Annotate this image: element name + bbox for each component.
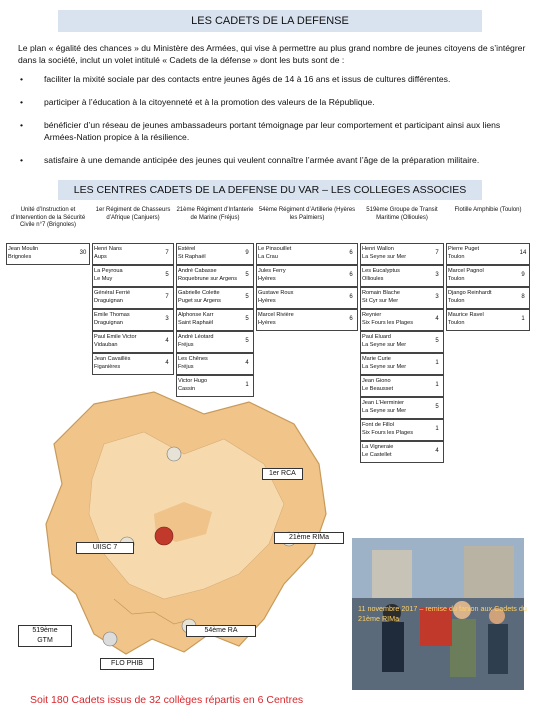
section-title: LES CENTRES CADETS DE LA DEFENSE DU VAR – LES COLLEGES ASSOCIES <box>58 180 482 200</box>
centre-header: 21ème Régiment d’Infanterie de Marine (Fréjus) <box>176 207 254 221</box>
college-name: Général Ferrié <box>94 290 131 296</box>
college-name: Django Reinhardt <box>448 290 492 296</box>
college-town: Ollioules <box>362 276 384 282</box>
college-town: Hyères <box>258 298 276 304</box>
college-town: La Crau <box>258 254 278 260</box>
cadet-count: 5 <box>245 338 249 344</box>
college-town: Hyères <box>258 276 276 282</box>
college-town: Roquebrune sur Argens <box>178 276 238 282</box>
map-label-rca: 1er RCA <box>262 468 303 480</box>
college-town: Brignoles <box>8 254 32 260</box>
college-name: La Vigneraie <box>362 444 394 450</box>
cadet-count: 4 <box>165 360 169 366</box>
cadet-count: 6 <box>349 294 353 300</box>
college-name: Maurice Ravel <box>448 312 484 318</box>
map-label-gtm: 519ème GTM <box>18 625 72 647</box>
photo-caption: 11 novembre 2017 – remise du fanion aux Cadets du 21ème RIMa <box>358 604 527 623</box>
college-town: Toulon <box>448 276 465 282</box>
college-name: Paul Emile Victor <box>94 334 137 340</box>
cadet-count: 8 <box>521 294 525 300</box>
page-title: LES CADETS DE LA DEFENSE <box>58 10 482 32</box>
cadet-count: 9 <box>245 250 249 256</box>
cadet-count: 5 <box>165 272 169 278</box>
cadet-count: 7 <box>165 294 169 300</box>
cadet-count: 5 <box>245 316 249 322</box>
college-town: Puget sur Argens <box>178 298 221 304</box>
centre-header: 519ème Groupe de Transit Maritime (Ollioules) <box>366 207 438 221</box>
college-town: Toulon <box>448 298 465 304</box>
college-name: André Léotard <box>178 334 214 340</box>
intro-paragraph: Le plan « égalité des chances » du Ministère des Armées, qui vise à permettre au plus grand nombre de jeunes citoyens de s’intégrer dans la société, inclut un volet intitulé « Cadets de la défense » dont les buts sont de : <box>18 43 526 65</box>
college-town: Fréjus <box>178 364 194 370</box>
college-name: Gabrielle Colette <box>178 290 220 296</box>
centre-header: 1er Régiment de Chasseurs d’Afrique (Canjuers) <box>95 207 171 221</box>
college-town: La Seyne sur Mer <box>362 408 407 414</box>
bullet-icon: • <box>20 120 24 130</box>
college-name: Marie Curie <box>362 356 391 362</box>
map-label-uiisc: UIISC 7 <box>76 542 134 554</box>
college-town: La Seyne sur Mer <box>362 254 407 260</box>
college-name: Les Chênes <box>178 356 208 362</box>
cadet-count: 4 <box>165 338 169 344</box>
cadet-count: 1 <box>435 426 439 432</box>
cadet-count: 3 <box>435 272 439 278</box>
var-map <box>16 378 356 678</box>
cadet-count: 7 <box>435 250 439 256</box>
bullet-icon: • <box>20 74 24 84</box>
college-town: Draguignan <box>94 320 123 326</box>
college-town: Aups <box>94 254 107 260</box>
college-name: André Cabasse <box>178 268 217 274</box>
centre-header: Flotille Amphibie (Toulon) <box>454 207 522 213</box>
cadet-count: 14 <box>519 250 527 256</box>
cadet-count: 30 <box>79 250 87 256</box>
college-town: Six Fours les Plages <box>362 320 413 326</box>
cadet-count: 4 <box>435 448 439 454</box>
goal-item: • satisfaire à une demande anticipée des jeunes qui veulent connaître l’armée avant l’âge de la préparation militaire. <box>20 155 480 165</box>
college-town: Figanières <box>94 364 121 370</box>
college-town: Toulon <box>448 254 465 260</box>
college-name: Le Pinsouillet <box>258 246 292 252</box>
college-name: La Peyroua <box>94 268 123 274</box>
college-town: Le Castellet <box>362 452 392 458</box>
college-town: St Raphaël <box>178 254 206 260</box>
college-name: Font de Fillol <box>362 422 395 428</box>
college-town: Hyères <box>258 320 276 326</box>
college-name: Pierre Puget <box>448 246 480 252</box>
cadet-count: 1 <box>521 316 525 322</box>
college-town: Draguignan <box>94 298 123 304</box>
cadet-count: 7 <box>165 250 169 256</box>
college-name: Reynier <box>362 312 382 318</box>
bullet-icon: • <box>20 155 24 165</box>
goal-item: • bénéficier d’un réseau de jeunes ambassadeurs portant témoignage par leur comportement et participant ainsi aux liens Armées-Nation propice à la résilience. <box>20 120 501 142</box>
centre-header: Unité d’Instruction et d’Intervention de la Sécurité Civile n°7 (Brignoles) <box>10 207 86 228</box>
cadet-count: 3 <box>435 294 439 300</box>
goal-item: • faciliter la mixité sociale par des contacts entre jeunes âgés de 14 à 16 ans et issus de cultures différentes. <box>20 74 451 84</box>
cadet-count: 1 <box>435 382 439 388</box>
cadet-count: 1 <box>435 360 439 366</box>
college-name: Jean Giono <box>362 378 391 384</box>
goals-list <box>18 73 526 177</box>
cadet-count: 5 <box>435 404 439 410</box>
cadet-count: 9 <box>521 272 525 278</box>
college-name: Marcel Pagnol <box>448 268 484 274</box>
college-town: Fréjus <box>178 342 194 348</box>
centre-header: 54ème Régiment d’Artillerie (Hyères les Palmiers) <box>258 207 356 221</box>
cadet-count: 4 <box>435 316 439 322</box>
cadet-count: 5 <box>435 338 439 344</box>
college-name: Victor Hugo <box>178 378 208 384</box>
cadet-count: 5 <box>245 272 249 278</box>
goal-item: • participer à l’éducation à la citoyenneté et à la promotion des valeurs de la République. <box>20 97 375 107</box>
summary-footer: Soit 180 Cadets issus de 32 collèges répartis en 6 Centres <box>30 694 304 706</box>
map-label-rima: 21ème RIMa <box>274 532 344 544</box>
college-name: Jean Moulin <box>8 246 39 252</box>
college-town: La Seyne sur Mer <box>362 364 407 370</box>
college-name: Les Eucalyptus <box>362 268 400 274</box>
cadet-count: 6 <box>349 250 353 256</box>
college-name: Alphonse Karr <box>178 312 214 318</box>
college-town: Le Muy <box>94 276 113 282</box>
map-label-ra: 54ème RA <box>186 625 256 637</box>
college-town: Saint Raphaël <box>178 320 214 326</box>
college-name: Emile Thomas <box>94 312 130 318</box>
var-territory-shape <box>34 384 334 664</box>
college-name: Marcel Rivière <box>258 312 294 318</box>
cadet-count: 5 <box>245 294 249 300</box>
college-name: Jules Ferry <box>258 268 286 274</box>
cadet-count: 4 <box>245 360 249 366</box>
cadet-count: 3 <box>165 316 169 322</box>
college-town: La Seyne sur Mer <box>362 342 407 348</box>
college-name: Henri Wallon <box>362 246 394 252</box>
college-town: St Cyr sur Mer <box>362 298 399 304</box>
cadet-count: 6 <box>349 272 353 278</box>
college-town: Vidauban <box>94 342 118 348</box>
college-name: Paul Eluard <box>362 334 391 340</box>
cadet-count: 1 <box>245 382 249 388</box>
college-town: Six Fours les Plages <box>362 430 413 436</box>
college-name: Estérel <box>178 246 196 252</box>
college-town: Le Beausset <box>362 386 394 392</box>
college-name: Jean L’Herminier <box>362 400 404 406</box>
college-name: Henri Nans <box>94 246 122 252</box>
map-label-flophib: FLO PHIB <box>100 658 154 670</box>
cadet-count: 6 <box>349 316 353 322</box>
college-name: Romain Blache <box>362 290 400 296</box>
bullet-icon: • <box>20 97 24 107</box>
college-town: Cassin <box>178 386 196 392</box>
college-town: Toulon <box>448 320 465 326</box>
college-name: Jean Cavaillès <box>94 356 131 362</box>
college-name: Gustave Roux <box>258 290 294 296</box>
